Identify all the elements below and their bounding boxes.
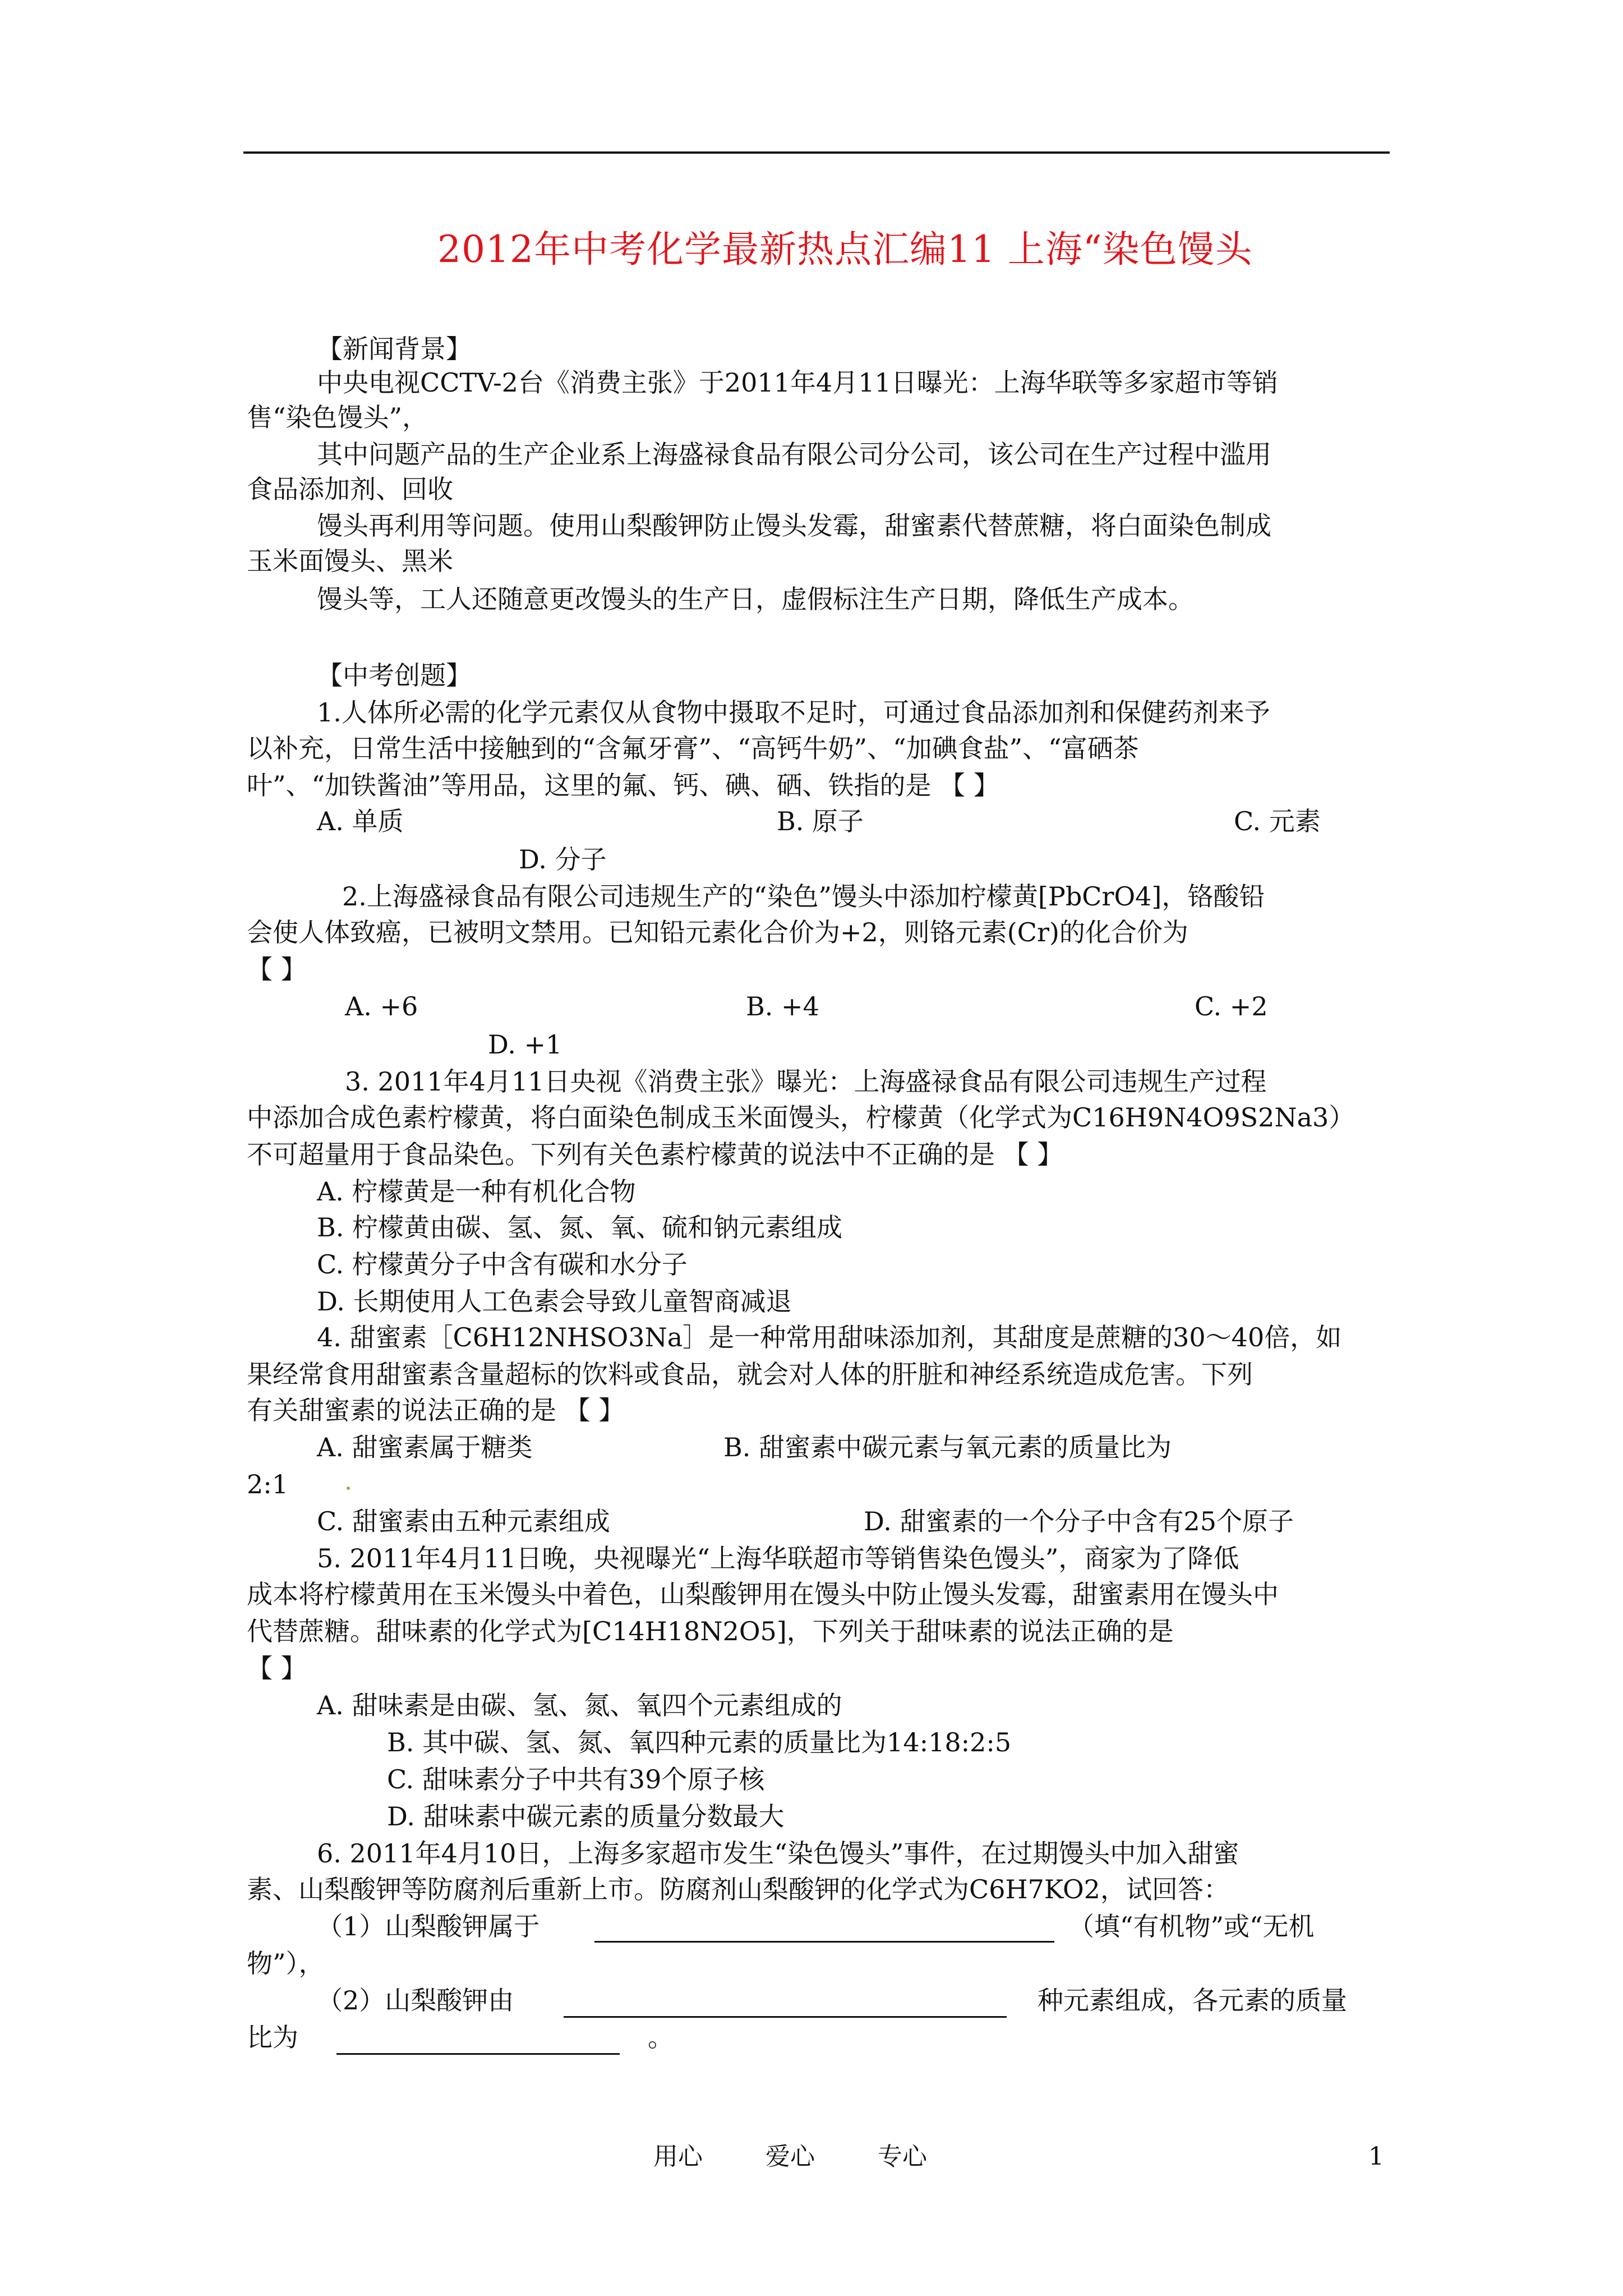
footer-word: 用心 [653,2142,703,2171]
q2-line: 【 】 [247,954,307,984]
q5-option-a: A. 甜味素是由碳、氢、氮、氧四个元素组成的 [317,1690,842,1720]
q6-part1-hint: （填“有机物”或“无机 [1068,1911,1315,1941]
q4-line: 4. 甜蜜素［C6H12NHSO3Na］是一种常用甜味添加剂，其甜度是蔗糖的30～40倍，如 [317,1322,1342,1352]
q6-line: 6. 2011年4月10日，上海多家超市发生“染色馒头”事件，在过期馒头中加入甜蜜 [317,1838,1239,1869]
q4-option-b-cont: 2:1 [247,1469,289,1499]
stray-dot [347,1487,350,1490]
q6-answer-blank-3[interactable] [336,2053,620,2055]
q4-option-d: D. 甜蜜素的一个分子中含有25个原子 [864,1506,1294,1536]
q3-option-b: B. 柠檬黄由碳、氢、氮、氧、硫和钠元素组成 [317,1212,843,1243]
q5-line: 成本将柠檬黄用在玉米馒头中着色，山梨酸钾用在馒头中防止馒头发霉，甜蜜素用在馒头中 [247,1579,1279,1609]
news-line: 中央电视CCTV-2台《消费主张》于2011年4月11日曝光：上海华联等多家超市等销 [317,367,1278,398]
q3-line: 3. 2011年4月11日央视《消费主张》曝光：上海盛禄食品有限公司违规生产过程 [345,1066,1267,1097]
q4-option-b: B. 甜蜜素中碳元素与氧元素的质量比为 [723,1432,1172,1462]
q2-option-d: D. +1 [488,1029,562,1060]
q6-part2-text-cont: 比为 [247,2022,298,2053]
q4-line: 有关甜蜜素的说法正确的是 【 】 [247,1395,625,1425]
news-line: 玉米面馒头、黑米 [247,546,453,576]
footer-word: 专心 [878,2142,927,2171]
q4-option-a: A. 甜蜜素属于糖类 [317,1432,533,1462]
q5-line: 代替蔗糖。甜味素的化学式为[C14H18N2O5]，下列关于甜味素的说法正确的是 [247,1616,1174,1646]
page-title: 2012年中考化学最新热点汇编11 上海“染色馒头 [437,228,1253,271]
q1-option-b: B. 原子 [777,806,864,836]
news-line: 馒头等，工人还随意更改馒头的生产日，虚假标注生产日期，降低生产成本。 [317,584,1194,614]
exam-heading: 【中考创题】 [317,660,472,691]
q5-line: 【 】 [247,1653,307,1683]
footer-word: 爱心 [766,2142,815,2171]
q1-line: 1.人体所必需的化学元素仅从食物中摄取不足时，可通过食品添加剂和保健药剂来予 [317,697,1270,728]
news-line: 馒头再利用等问题。使用山梨酸钾防止馒头发霉，甜蜜素代替蔗糖，将白面染色制成 [317,510,1271,541]
news-line: 售“染色馒头”， [247,402,428,432]
q5-option-b: B. 其中碳、氢、氮、氧四种元素的质量比为14:18:2:5 [387,1727,1012,1757]
header-rule [243,151,1390,154]
news-line: 食品添加剂、回收 [247,474,453,504]
page-number: 1 [1368,2142,1384,2171]
q4-line: 果经常食用甜蜜素含量超标的饮料或食品，就会对人体的肝脏和神经系统造成危害。下列 [247,1359,1253,1389]
q1-option-a: A. 单质 [317,806,404,836]
q6-answer-blank-2[interactable] [564,2016,1007,2018]
q1-line: 以补充，日常生活中接触到的“含氟牙膏”、“高钙牛奶”、“加碘食盐”、“富硒茶 [247,733,1139,763]
q5-option-c: C. 甜味素分子中共有39个原子核 [387,1764,765,1795]
q2-line: 会使人体致癌，已被明文禁用。已知铅元素化合价为+2，则铬元素(Cr)的化合价为 [247,917,1188,947]
q2-option-c: C. +2 [1195,991,1268,1022]
q5-line: 5. 2011年4月11日晚，央视曝光“上海华联超市等销售染色馒头”，商家为了降低 [317,1543,1239,1573]
q4-option-c: C. 甜蜜素由五种元素组成 [317,1506,610,1536]
q6-line: 素、山梨酸钾等防腐剂后重新上市。防腐剂山梨酸钾的化学式为C6H7KO2，试回答： [247,1874,1229,1904]
q6-part1-hint-cont: 物”）， [247,1948,325,1978]
q6-part2-label: （2）山梨酸钾由 [317,1985,514,2016]
q1-option-c: C. 元素 [1234,806,1321,836]
q2-option-a: A. +6 [345,991,418,1022]
q6-part1-label: （1）山梨酸钾属于 [317,1911,540,1941]
q3-line: 不可超量用于食品染色。下列有关色素柠檬黄的说法中不正确的是 【 】 [247,1139,1063,1170]
news-line: 其中问题产品的生产企业系上海盛禄食品有限公司分公司，该公司在生产过程中滥用 [317,439,1271,470]
q6-end-punct: 。 [648,2022,674,2053]
q3-option-d: D. 长期使用人工色素会导致儿童智商减退 [317,1286,792,1317]
q5-option-d: D. 甜味素中碳元素的质量分数最大 [387,1801,785,1832]
q1-line: 叶”、“加铁酱油”等用品，这里的氟、钙、碘、硒、铁指的是 【 】 [247,770,999,800]
q2-option-b: B. +4 [746,991,819,1022]
news-heading: 【新闻背景】 [317,334,472,364]
q1-option-d: D. 分子 [519,844,607,875]
q2-line: 2.上海盛禄食品有限公司违规生产的“染色”馒头中添加柠檬黄[PbCrO4]，铬酸铅 [342,881,1265,912]
q3-option-c: C. 柠檬黄分子中含有碳和水分子 [317,1249,688,1280]
q3-line: 中添加合成色素柠檬黄，将白面染色制成玉米面馒头，柠檬黄（化学式为C16H9N4O9S2Na3） [247,1102,1355,1133]
q6-answer-blank-1[interactable] [594,1941,1054,1943]
q3-option-a: A. 柠檬黄是一种有机化合物 [317,1176,636,1207]
q6-part2-text: 种元素组成，各元素的质量 [1038,1985,1347,2016]
